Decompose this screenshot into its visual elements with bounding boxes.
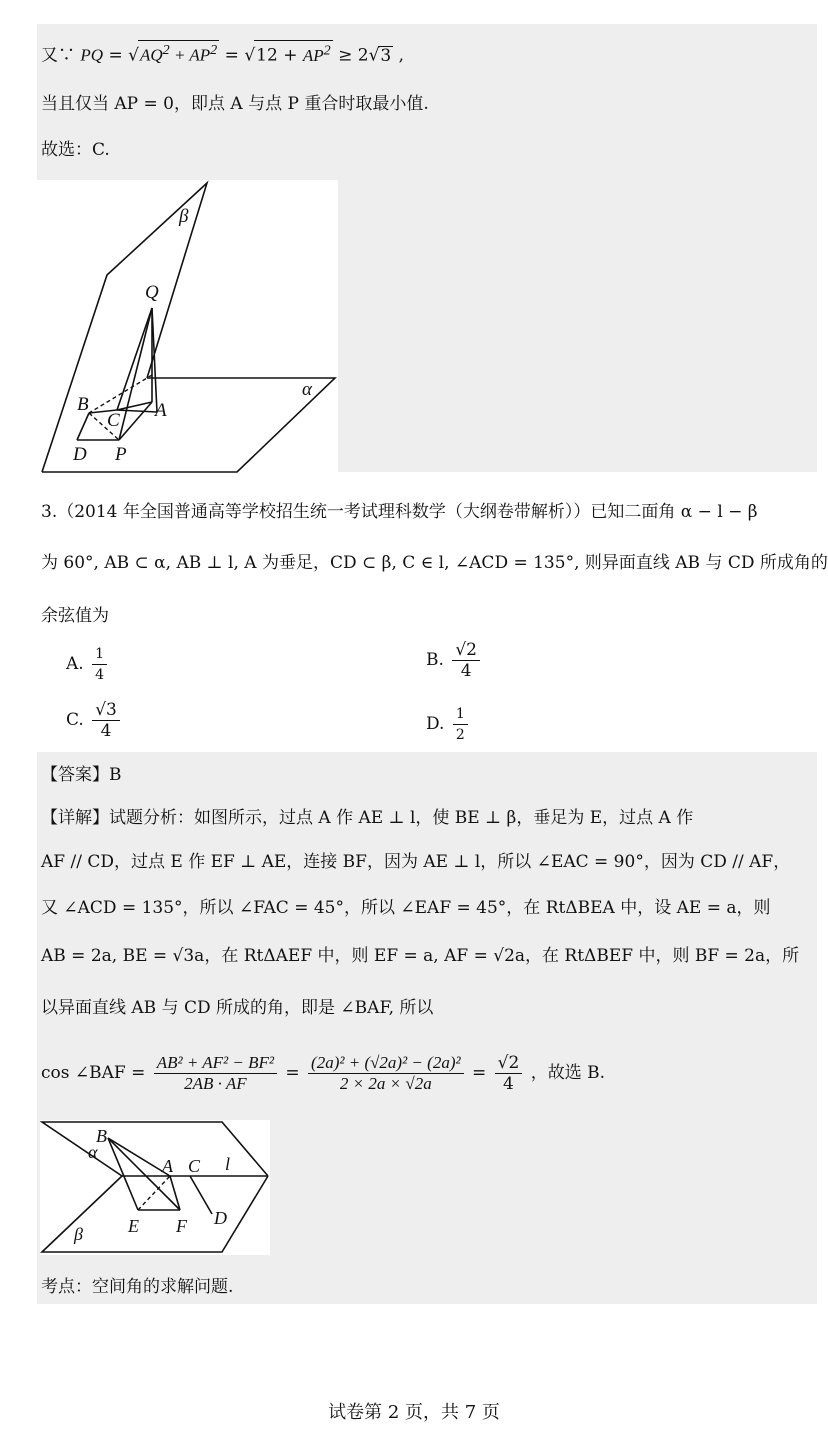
page-footer: 试卷第 2 页，共 7 页 (328, 1402, 500, 1423)
label-beta2: β (74, 1224, 83, 1244)
label-P: P (115, 444, 127, 465)
cosine-formula: cos ∠BAF = $\frac{\text{AB² + AF² − BF²}}{2AB \cdot AF}$ = $\frac{\text{(2a)² + (√2a)² − (2a)²}}{2 \times 2a \times √2a}$ = $\frac{√2}{4}$ ，故选 B. (41, 1053, 606, 1094)
answer-line: 【答案】B (41, 765, 122, 785)
kaodian-line: 考点：空间角的求解问题. (41, 1277, 234, 1297)
figure-2 (40, 1120, 270, 1255)
dihedral-figure-1 (37, 180, 338, 475)
label-C2: C (188, 1156, 201, 1176)
label-D2: D (214, 1208, 227, 1228)
label-E2: E (128, 1216, 139, 1236)
figure-1 (37, 180, 338, 475)
dihedral-figure-2 (40, 1120, 270, 1255)
top-line-1: 又∵ PQ = $√AQ^2 + AP^2 = √12 + AP^2 \ge 2√3$ , (41, 42, 405, 66)
detail-line-1: 【详解】试题分析：如图所示，过点 A 作 AE ⊥ l，使 BE ⊥ β，垂足为 E，过点 A 作 (41, 808, 694, 828)
label-beta: β (179, 206, 189, 227)
option-a[interactable]: A. $\frac{1}{4}$ (66, 644, 110, 685)
top-line-2: 当且仅当 AP = 0，即点 A 与点 P 重合时取最小值. (41, 94, 429, 114)
label-D: D (73, 444, 87, 465)
label-alpha2: α (88, 1142, 98, 1162)
detail-line-4: AB = 2a, BE = √3a，在 RtΔAEF 中，则 EF = a, AF = √2a，在 RtΔBEF 中，则 BF = 2a，所 (41, 946, 800, 966)
question-line-3: 余弦值为 (41, 606, 109, 626)
label-B: B (77, 394, 89, 415)
option-c[interactable]: C. $\frac{√3}{4}$ (66, 700, 123, 741)
top-line-3: 故选：C. (41, 140, 110, 160)
label-l2: l (225, 1154, 231, 1174)
label-C: C (107, 410, 120, 431)
detail-line-5: 以异面直线 AB 与 CD 所成的角，即是 ∠BAF, 所以 (41, 998, 434, 1018)
question-line-1: 3.（2014 年全国普通高等学校招生统一考试理科数学（大纲卷带解析））已知二面角 α − l − β (41, 502, 758, 522)
label-Q: Q (145, 282, 159, 303)
detail-line-2: AF // CD，过点 E 作 EF ⊥ AE，连接 BF，因为 AE ⊥ l，所以 ∠EAC = 90°，因为 CD // AF， (41, 852, 791, 872)
label-A2: A (162, 1156, 173, 1176)
label-B2: B (96, 1126, 107, 1146)
label-A: A (155, 400, 167, 421)
option-d[interactable]: D. $\frac{1}{2}$ (426, 704, 471, 745)
option-b[interactable]: B. $\frac{√2}{4}$ (426, 640, 483, 681)
question-line-2: 为 60°, AB ⊂ α, AB ⊥ l, A 为垂足，CD ⊂ β, C ∈ l, ∠ACD = 135°, 则异面直线 AB 与 CD 所成角的 (41, 553, 828, 573)
label-F2: F (176, 1216, 187, 1236)
detail-line-3: 又 ∠ACD = 135°，所以 ∠FAC = 45°，所以 ∠EAF = 45°，在 RtΔBEA 中，设 AE = a，则 (41, 898, 771, 918)
label-alpha: α (302, 379, 312, 400)
